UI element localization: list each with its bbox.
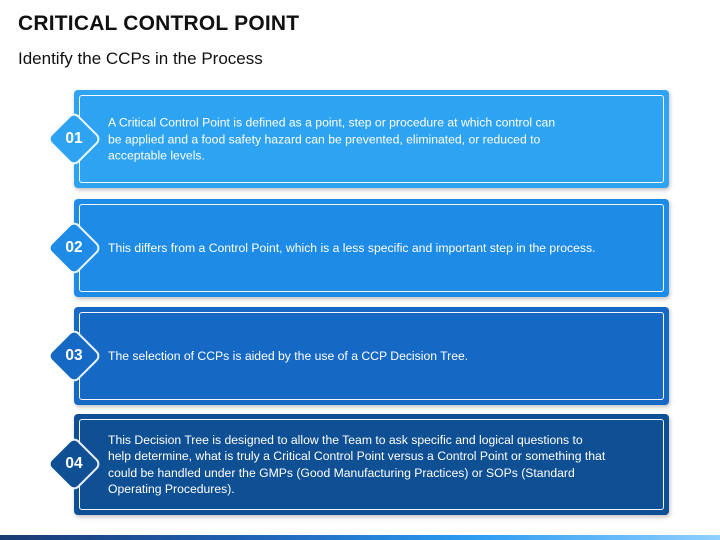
step-text: This Decision Tree is designed to allow the Team to ask specific and logical questions to help determine, what is truly a Critical Control Point versus a Control Point or something that could be handled under the GMPs (Good Manufacturing Practices) or SOPs (Standard Operating Procedures). [108,432,606,496]
step-text: The selection of CCPs is aided by the use of a CCP Decision Tree. [108,348,469,363]
page-subtitle: Identify the CCPs in the Process [18,49,263,68]
step-text: A Critical Control Point is defined as a point, step or procedure at which control can be applied and a food safety hazard can be prevented, eliminated, or reduced to acceptable levels. [108,115,556,163]
step-number: 03 [65,347,83,364]
step-text: This differs from a Control Point, which is a less specific and important step in the process. [108,240,596,255]
step-number: 02 [65,239,83,256]
page-title: CRITICAL CONTROL POINT [18,12,300,35]
step-number: 04 [65,455,83,472]
step-card-1 [74,90,669,188]
step-card-4 [74,414,669,515]
step-number: 01 [65,130,83,147]
bottom-accent-bar [0,535,720,540]
step-card-3 [74,307,669,405]
step-card-2 [74,199,669,297]
